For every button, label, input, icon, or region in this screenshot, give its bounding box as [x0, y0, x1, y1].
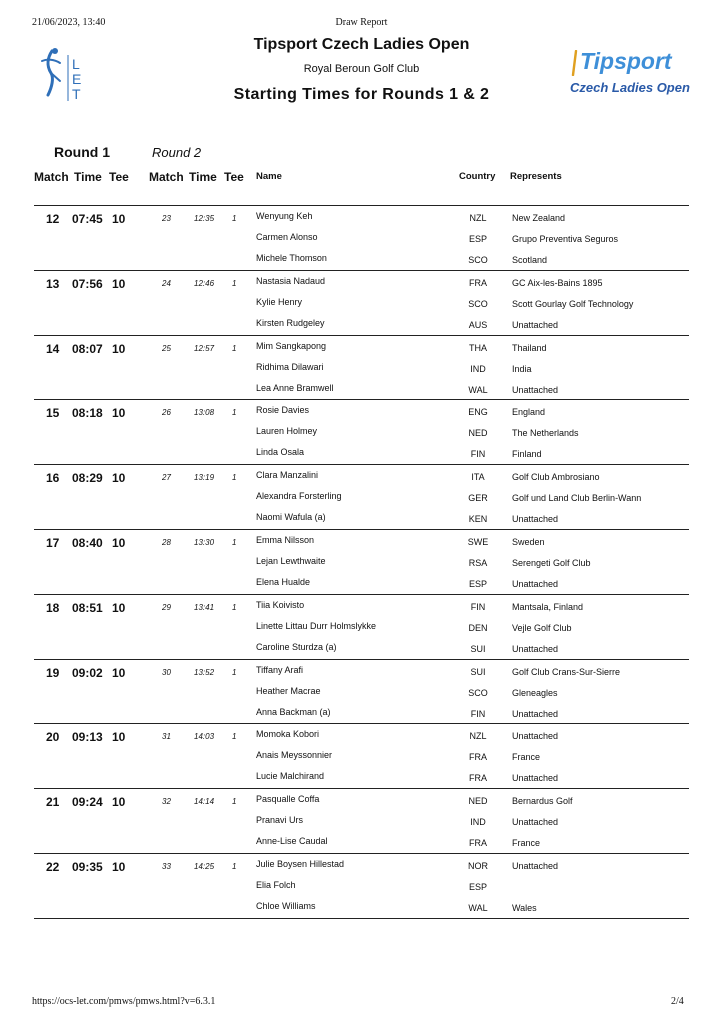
player-row: [34, 794, 689, 815]
round-1-tee: 10: [112, 795, 126, 810]
round-2-tee: 1: [232, 408, 237, 418]
player-name: Ridhima Dilawari: [256, 361, 324, 372]
round-2-start-time: 14:25: [194, 862, 215, 871]
player-name: Clara Manzalini: [256, 470, 319, 481]
player-name: Tiffany Arafi: [256, 664, 304, 675]
round-1-match-number: 22: [46, 860, 60, 874]
round-2-tee: 1: [232, 602, 237, 612]
player-name: Tiia Koivisto: [256, 599, 305, 610]
round-2-start-time: 13:30: [194, 538, 215, 547]
player-represents: Gleneagles: [512, 687, 558, 698]
player-represents: Unattached: [512, 708, 559, 719]
svg-text:T: T: [72, 86, 81, 102]
player-country: RSA: [468, 558, 488, 568]
match-group: [34, 529, 689, 594]
match-group: [34, 335, 689, 400]
round-1-tee: 10: [112, 600, 126, 615]
player-country: WAL: [468, 903, 488, 913]
round-1-tee: 10: [112, 536, 126, 550]
player-name: Lucie Malchirand: [256, 771, 325, 782]
player-country: SCO: [468, 255, 488, 265]
player-represents: Sweden: [512, 537, 545, 547]
player-name: Anais Meyssonnier: [256, 750, 333, 761]
player-name: Nastasia Nadaud: [256, 275, 326, 286]
footer-page-number: 2/4: [671, 996, 684, 1007]
round-1-start-time: 08:07: [72, 341, 103, 356]
match-group: [34, 205, 689, 270]
round-1-start-time: 09:13: [72, 730, 103, 745]
player-row: [34, 362, 689, 383]
round-1-match-number: 14: [46, 341, 60, 356]
round-1-start-time: 07:45: [72, 212, 103, 226]
player-represents: New Zealand: [512, 213, 566, 223]
player-represents: Finland: [512, 449, 542, 460]
player-row: [34, 470, 689, 491]
col-header-match-r2: Match: [149, 170, 184, 184]
player-name: Linda Osala: [256, 447, 305, 458]
player-row: [34, 621, 689, 642]
player-name: Lejan Lewthwaite: [256, 556, 326, 566]
player-represents: Bernardus Golf: [512, 796, 573, 807]
round-2-tee: 1: [232, 278, 237, 288]
player-row: [34, 405, 689, 426]
round-1-start-time: 08:18: [72, 406, 103, 421]
player-country: GER: [468, 493, 488, 504]
player-name: Elia Folch: [256, 880, 296, 890]
player-name: Carmen Alonso: [256, 232, 318, 242]
round-2-tee: 1: [232, 343, 237, 353]
player-represents: Wales: [512, 903, 537, 913]
player-name: Lea Anne Bramwell: [256, 382, 334, 393]
sponsor-logo-subtitle: Czech Ladies Open: [570, 80, 690, 95]
round-1-tee: 10: [112, 341, 126, 356]
col-header-name: Name: [256, 171, 282, 182]
round-1-match-number: 16: [46, 471, 60, 486]
player-name: Emma Nilsson: [256, 535, 315, 545]
player-name: Elena Hualde: [256, 577, 311, 587]
round-2-match-number: 29: [162, 602, 171, 612]
round-2-match-number: 28: [162, 538, 171, 547]
player-row: [34, 341, 689, 362]
player-row: [34, 815, 689, 836]
footer-url: https://ocs-let.com/pmws/pmws.html?v=6.3.1: [32, 996, 216, 1007]
player-represents: Serengeti Golf Club: [512, 558, 591, 568]
print-datetime: 21/06/2023, 13:40: [32, 17, 106, 28]
round-1-start-time: 09:35: [72, 860, 103, 874]
report-title: Starting Times for Rounds 1 & 2: [233, 86, 490, 103]
player-country: ESP: [468, 234, 487, 244]
match-group: [34, 659, 689, 724]
player-row: [34, 491, 689, 512]
match-group: [34, 270, 689, 335]
player-name: Linette Littau Durr Holmslykke: [256, 620, 377, 631]
round-2-tee: 1: [232, 538, 237, 547]
round-2-start-time: 12:46: [194, 278, 215, 288]
table-bottom-rule: [34, 918, 689, 919]
round-1-start-time: 09:02: [72, 665, 103, 680]
player-country: SUI: [470, 643, 486, 654]
player-row: [34, 535, 689, 556]
round-2-match-number: 33: [162, 862, 171, 871]
player-name: Pranavi Urs: [256, 815, 304, 826]
round-1-match-number: 12: [46, 212, 60, 226]
round-2-start-time: 12:57: [194, 343, 215, 353]
col-header-time-r1: Time: [74, 170, 102, 184]
player-country: SUI: [470, 666, 486, 677]
round-1-match-number: 21: [46, 795, 60, 810]
col-header-tee-r1: Tee: [109, 170, 129, 184]
player-country: IND: [470, 363, 486, 374]
player-row: [34, 686, 689, 707]
round-1-start-time: 07:56: [72, 276, 103, 291]
round-2-match-number: 30: [162, 667, 171, 677]
player-country: ESP: [468, 882, 487, 892]
player-country: DEN: [468, 622, 488, 633]
round-2-tee: 1: [232, 862, 237, 871]
player-row: [34, 556, 689, 577]
player-name: Julie Boysen Hillestad: [256, 859, 345, 869]
player-name: Caroline Sturdza (a): [256, 641, 337, 652]
round-1-tee: 10: [112, 406, 126, 421]
player-represents: Unattached: [512, 861, 559, 871]
round-2-match-number: 24: [162, 278, 171, 288]
round-2-label: Round 2: [152, 145, 202, 160]
round-1-start-time: 08:51: [72, 600, 103, 615]
player-row: [34, 211, 689, 232]
col-header-country: Country: [459, 171, 496, 182]
player-country: THA: [469, 342, 487, 353]
round-1-match-number: 20: [46, 730, 60, 745]
player-row: [34, 880, 689, 901]
round-2-start-time: 13:52: [194, 667, 215, 677]
col-header-time-r2: Time: [189, 170, 217, 184]
match-group: [34, 399, 689, 464]
round-1-tee: 10: [112, 730, 126, 745]
round-2-match-number: 32: [162, 797, 171, 807]
player-represents: Vejle Golf Club: [512, 622, 572, 633]
player-country: SCO: [468, 687, 488, 698]
col-header-match-r1: Match: [34, 170, 69, 184]
sponsor-flag-icon: [570, 50, 578, 76]
round-2-tee: 1: [232, 667, 237, 677]
player-represents: Unattached: [512, 384, 559, 395]
player-name: Michele Thomson: [256, 253, 327, 263]
round-1-match-number: 18: [46, 600, 60, 615]
player-name: Mim Sangkapong: [256, 340, 327, 351]
player-name: Alexandra Forsterling: [256, 491, 342, 502]
player-row: [34, 426, 689, 447]
match-group: [34, 723, 689, 788]
round-2-tee: 1: [232, 473, 237, 483]
round-2-match-number: 27: [162, 473, 171, 483]
match-group: [34, 464, 689, 529]
player-row: [34, 750, 689, 771]
player-country: KEN: [468, 514, 488, 525]
player-represents: Unattached: [512, 773, 559, 784]
player-country: NOR: [468, 861, 488, 871]
player-represents: England: [512, 407, 546, 418]
round-2-start-time: 13:41: [194, 602, 215, 612]
player-country: NED: [468, 428, 488, 439]
round-1-match-number: 17: [46, 536, 60, 550]
player-name: Anna Backman (a): [256, 706, 331, 717]
player-represents: India: [512, 363, 532, 374]
round-2-start-time: 12:35: [194, 214, 215, 223]
match-group: [34, 594, 689, 659]
player-represents: Grupo Preventiva Seguros: [512, 234, 619, 244]
player-represents: Golf Club Ambrosiano: [512, 472, 600, 483]
player-name: Kylie Henry: [256, 296, 303, 307]
player-represents: Golf und Land Club Berlin-Wann: [512, 493, 642, 504]
print-page-title: Draw Report: [335, 17, 388, 28]
player-country: FRA: [469, 277, 487, 288]
player-represents: France: [512, 752, 541, 763]
player-name: Wenyung Keh: [256, 211, 313, 221]
round-1-tee: 10: [112, 860, 126, 874]
round-1-start-time: 08:29: [72, 471, 103, 486]
player-represents: Unattached: [512, 514, 559, 525]
player-country: SWE: [467, 537, 489, 547]
player-country: NZL: [469, 213, 487, 223]
round-1-tee: 10: [112, 471, 126, 486]
player-represents: Unattached: [512, 817, 559, 828]
player-country: FRA: [469, 838, 487, 849]
player-row: [34, 665, 689, 686]
round-1-match-number: 13: [46, 276, 60, 291]
player-country: NZL: [469, 731, 487, 742]
round-1-start-time: 08:40: [72, 536, 103, 550]
player-row: [34, 729, 689, 750]
match-group: [34, 788, 689, 853]
player-represents: Scott Gourlay Golf Technology: [512, 298, 634, 309]
round-1-match-number: 15: [46, 406, 60, 421]
player-represents: France: [512, 838, 541, 849]
round-2-start-time: 13:08: [194, 408, 215, 418]
player-country: FRA: [469, 773, 487, 784]
svg-text:L: L: [72, 56, 80, 72]
player-name: Lauren Holmey: [256, 426, 318, 437]
sponsor-logo: [566, 48, 688, 100]
player-represents: Mantsala, Finland: [512, 601, 584, 612]
col-header-represents: Represents: [510, 171, 562, 182]
player-represents: Unattached: [512, 319, 559, 330]
player-country: NED: [468, 796, 488, 807]
player-row: [34, 232, 689, 253]
player-name: Chloe Williams: [256, 901, 316, 911]
round-2-match-number: 31: [162, 732, 171, 742]
tournament-title: Tipsport Czech Ladies Open: [253, 36, 470, 53]
player-country: ESP: [468, 579, 487, 589]
round-2-tee: 1: [232, 214, 237, 223]
player-row: [34, 859, 689, 880]
round-2-match-number: 23: [162, 214, 171, 223]
player-represents: GC Aix-les-Bains 1895: [512, 277, 603, 288]
player-row: [34, 297, 689, 318]
round-1-tee: 10: [112, 665, 126, 680]
player-name: Pasqualle Coffa: [256, 794, 320, 805]
player-country: AUS: [468, 319, 488, 330]
venue-name: Royal Beroun Golf Club: [303, 63, 420, 75]
player-country: FIN: [470, 601, 486, 612]
player-row: [34, 276, 689, 297]
player-name: Heather Macrae: [256, 685, 321, 696]
round-2-start-time: 13:19: [194, 473, 215, 483]
round-1-start-time: 09:24: [72, 795, 103, 810]
round-1-tee: 10: [112, 276, 126, 291]
player-name: Anne-Lise Caudal: [256, 836, 328, 847]
player-name: Naomi Wafula (a): [256, 512, 326, 523]
player-row: [34, 600, 689, 621]
player-represents: The Netherlands: [512, 428, 579, 439]
player-country: FRA: [469, 752, 487, 763]
player-represents: Unattached: [512, 579, 559, 589]
player-country: IND: [470, 817, 486, 828]
player-represents: Scotland: [512, 255, 548, 265]
player-represents: Thailand: [512, 342, 547, 353]
player-country: FIN: [470, 449, 486, 460]
player-country: ITA: [471, 472, 485, 483]
player-country: ENG: [468, 407, 488, 418]
player-country: FIN: [470, 708, 486, 719]
round-1-match-number: 19: [46, 665, 60, 680]
match-group: [34, 853, 689, 918]
player-represents: Unattached: [512, 643, 559, 654]
player-name: Rosie Davies: [256, 405, 310, 416]
player-represents: Unattached: [512, 731, 559, 742]
player-country: SCO: [468, 298, 488, 309]
round-2-tee: 1: [232, 797, 237, 807]
svg-text:E: E: [72, 71, 82, 87]
round-2-tee: 1: [232, 732, 237, 742]
player-represents: Golf Club Crans-Sur-Sierre: [512, 666, 621, 677]
player-name: Kirsten Rudgeley: [256, 317, 325, 328]
round-2-match-number: 25: [162, 343, 171, 353]
round-1-tee: 10: [112, 212, 126, 226]
player-name: Momoka Kobori: [256, 729, 320, 740]
round-2-match-number: 26: [162, 408, 171, 418]
round-1-label: Round 1: [54, 144, 110, 160]
round-2-start-time: 14:03: [194, 732, 215, 742]
sponsor-logo-word: Tipsport: [580, 48, 672, 74]
col-header-tee-r2: Tee: [224, 170, 244, 184]
round-2-start-time: 14:14: [194, 797, 215, 807]
player-country: WAL: [468, 384, 488, 395]
